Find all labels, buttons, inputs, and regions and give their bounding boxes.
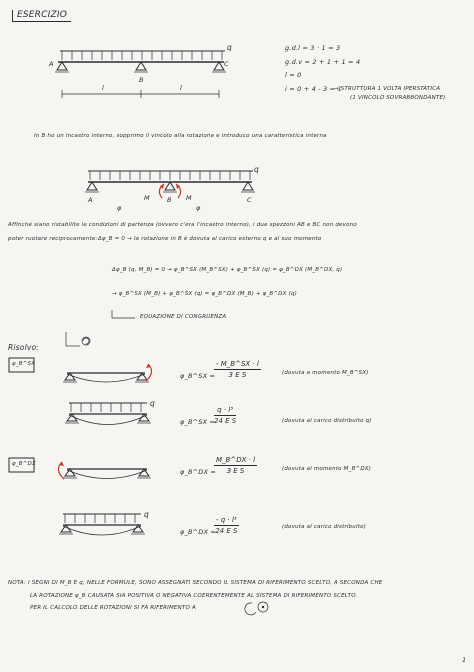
case-4-note: (dovuta al carico distribuito) [282,524,366,530]
case-4-formula-lhs: φ_B^DX = [180,528,217,536]
case-1-formula-lhs: φ_B^SX = [180,372,216,380]
beam-2-support-b [165,182,175,190]
phi-sx-box-label: φ_B^SX [12,361,36,367]
beam-2-phi-right: φ [196,204,201,212]
rotation-reference-icon [245,602,268,615]
case-1-beam [63,364,152,382]
case-3-denominator: 3 E S [226,467,245,475]
case-1-note: (dovuta a momento M_B^SX) [282,370,369,376]
case-4-fraction [214,516,239,535]
case-3-fraction [214,456,257,475]
beam-2-node-a: A [88,196,93,204]
reference-system-icon [66,332,90,346]
case-4-q-label: q [144,510,149,519]
case-4-denominator: 24 E S [215,527,238,535]
case-2-note: (dovuta al carico distribuito q) [282,418,372,424]
support-b [136,62,146,70]
solve-label: Risolvo: [8,343,40,352]
case-3-beam [58,462,151,479]
beam-2-phi-left: φ [117,204,122,212]
case-3-formula-lhs: φ_B^DX = [180,468,217,476]
beam-1-node-c: C [224,60,229,68]
beam-2-mb-right: M [186,194,192,202]
beam-2-load-label: q [254,165,259,174]
beam-1-load [60,51,225,60]
beam-2-node-b: B [167,196,172,204]
congruence-eq-1: Δφ_B = 0 → la rotazione in B è dovuta al carico esterno q e al suo momento [98,236,322,242]
case-1-denominator: 3 E S [228,371,247,379]
page-title: ESERCIZIO [12,10,71,22]
page-number: 1 [462,656,467,664]
eq-i-note-2: (1 VINCOLO SOVRABBONDANTE) [350,95,446,101]
congruence-eq-2: Δφ_B (q, M_B) = 0 → φ_B^SX (M_B^SX) + φ_B^SX (q) = φ_B^DX (M_B^DX, q) [112,267,343,273]
eq-i-note: → STRUTTURA 1 VOLTA IPERSTATICA [334,86,441,92]
case-3-numerator: M_B^DX · l [216,456,256,464]
support-a [57,62,67,70]
case-2-numerator: q · l³ [214,406,236,416]
eq-l: l = 0 [285,71,302,79]
case-4-beam [59,514,145,535]
beam-2-load [88,171,253,180]
beam-2-mb-left: M [144,194,150,202]
eq-gdl: g.d.l = 3 · 1 = 3 [285,44,341,52]
congruence-eq-4: EQUAZIONE DI CONGRUENZA [140,314,227,320]
case-1-fraction [214,360,261,379]
case-2-q-label: q [150,399,155,408]
case-2-fraction [214,406,236,425]
eq-gdv: g.d.v = 2 + 1 + 1 = 4 [285,58,361,66]
case-2-formula-lhs: φ_B^SX = [180,418,216,426]
beam-2-support-c [243,182,253,190]
beam-2-support-a [87,182,97,190]
case-2-beam [65,403,151,425]
intro-text: In B ho un incastro interno, sopprimo il vincolo alla rotazione e introduco una caratteristica interna [34,133,327,139]
note-line-3: PER IL CALCOLO DELLE ROTAZIONI SI FA RIFERIMENTO A [30,605,196,611]
eq-i: i = 0 + 4 - 3 = 1 [285,85,342,93]
beam-1-span-2: l [180,84,183,92]
beam-1-span-1: l [102,84,105,92]
support-c [214,62,224,70]
beam-1-node-b: B [139,76,144,84]
case-4-numerator: - q · l³ [216,516,237,524]
congruence-line-1: Affinché siano ristabilite le condizioni di partenza (ovvero c'era l'incastro interno), i due spezzoni AB e BC non devono [8,222,357,228]
note-line-1: NOTA: I SEGNI DI M_B E q, NELLE FORMULE, SONO ASSEGNATI SECONDO IL SISTEMA DI RIFERIMENTO SCELTO, A SECONDA CHE [8,580,383,586]
case-1-numerator: - M_B^SX · l [216,360,259,368]
note-line-2: LA ROTAZIONE φ_B CAUSATA SIA POSITIVA O NEGATIVA COERENTEMENTE AL SISTEMA DI RIFERIMENTO SCELTO. [30,593,358,599]
case-3-note: (dovuta al momento M_B^DX) [282,466,372,472]
beam-1-load-label: q [227,43,232,52]
congruence-line-2: poter ruotare reciprocamente: [8,236,98,242]
congruence-eq-3: → φ_B^SX (M_B) + φ_B^SX (q) = φ_B^DX (M_B) + φ_B^DX (q) [112,291,297,297]
phi-dx-box-label: φ_B^DX [12,461,36,467]
beam-1-node-a: A [49,60,54,68]
beam-2-node-c: C [247,196,252,204]
case-2-denominator: 24 E S [214,417,237,425]
